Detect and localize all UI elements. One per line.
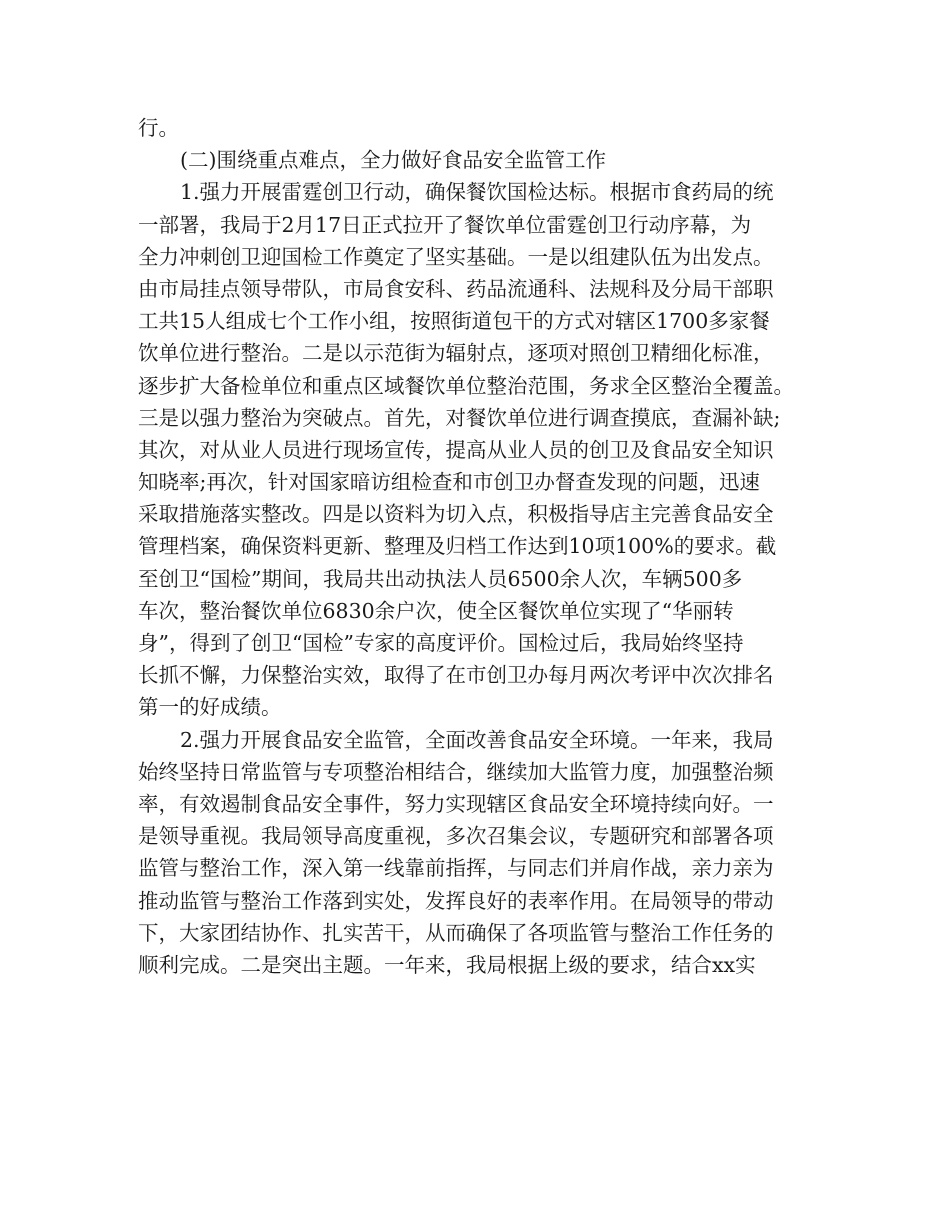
text-line: 车次，整治餐饮单位6830余户次，使全区餐饮单位实现了“华丽转 [138,598,734,623]
text-line: 由市局挂点领导带队，市局食安科、药品流通科、法规科及分局干部职 [138,276,774,301]
text-line: 一部署，我局于2月17日正式拉开了餐饮单位雷霆创卫行动序幕，为 [138,212,752,237]
text-line: 逐步扩大备检单位和重点区域餐饮单位整治范围，务求全区整治全覆盖。 [138,373,794,398]
text-line: 全力冲刺创卫迎国检工作奠定了坚实基础。一是以组建队伍为出发点。 [138,244,774,269]
text-line: 长抓不懈，力保整治实效，取得了在市创卫办每月两次考评中次次排名 [138,663,774,688]
text-line: 其次，对从业人员进行现场宣传，提高从业人员的创卫及食品安全知识 [138,437,774,462]
text-line: 管理档案，确保资料更新、整理及归档工作达到10项100%的要求。截 [138,534,777,559]
text-line: 身”，得到了创卫“国检”专家的高度评价。国检过后，我局始终坚持 [138,631,744,655]
text-line: 知晓率;再次，针对国家暗访组检查和市创卫办督查发现的问题，迅速 [138,470,760,495]
section-heading: (二)围绕重点难点，全力做好食品安全监管工作 [180,148,606,173]
text-line: 下，大家团结协作、扎实苦干，从而确保了各项监管与整治工作任务的 [138,920,774,945]
text-line: 行。 [138,116,179,140]
text-line: 监管与整治工作，深入第一线靠前指挥，与同志们并肩作战，亲力亲为 [138,856,774,881]
text-line: 第一的好成绩。 [138,695,282,720]
text-line: 率，有效遏制食品安全事件，努力实现辖区食品安全环境持续向好。一 [138,791,774,816]
text-line: 饮单位进行整治。二是以示范街为辐射点，逐项对照创卫精细化标准， [138,341,774,366]
text-line: 工共15人组成七个工作小组，按照街道包干的方式对辖区1700多家餐 [138,309,770,334]
text-line: 始终坚持日常监管与专项整治相结合，继续加大监管力度，加强整治频 [138,759,774,784]
text-line: 顺利完成。二是突出主题。一年来，我局根据上级的要求，结合xx实 [138,952,756,977]
paragraph-first-line: 1.强力开展雷霆创卫行动，确保餐饮国检达标。根据市食药局的统 [180,180,774,205]
text-line: 推动监管与整治工作落到实处，发挥良好的表率作用。在局领导的带动 [138,888,774,913]
text-line: 三是以强力整治为突破点。首先，对餐饮单位进行调查摸底，查漏补缺; [138,405,781,430]
paragraph-first-line: 2.强力开展食品安全监管，全面改善食品安全环境。一年来，我局 [180,727,774,752]
text-line: 至创卫“国检”期间，我局共出动执法人员6500余人次，车辆500多 [138,566,743,591]
text-line: 采取措施落实整改。四是以资料为切入点，积极指导店主完善食品安全 [138,502,774,527]
text-line: 是领导重视。我局领导高度重视，多次召集会议，专题研究和部署各项 [138,824,774,849]
